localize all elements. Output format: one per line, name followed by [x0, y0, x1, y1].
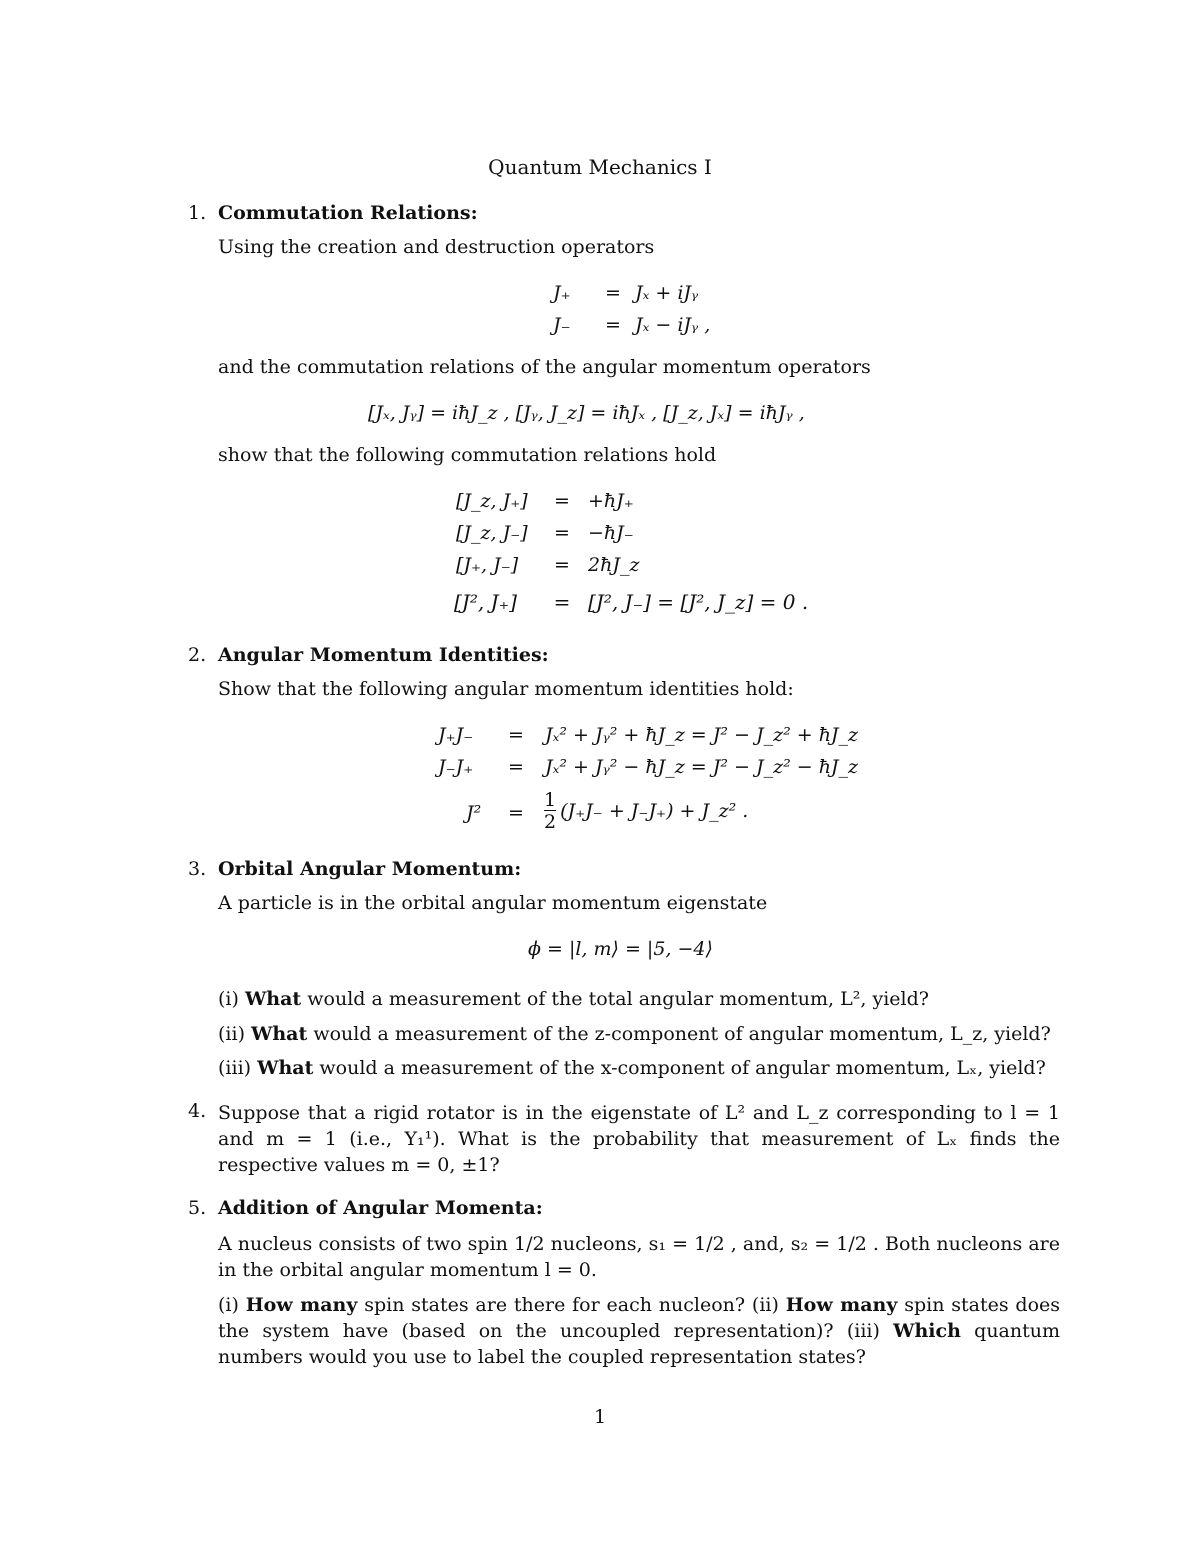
problem-number: 4.: [188, 1100, 207, 1122]
problem-paragraph: A nucleus consists of two spin 1/2 nucleons, s₁ = 1/2 , and, s₂ = 1/2 . Both nucleons are in the orbital angular momentum l = 0.: [218, 1233, 1060, 1281]
equation-lhs: [J_z, J₊]: [456, 490, 528, 512]
fraction: [544, 790, 556, 832]
equation-row: [188, 590, 1068, 620]
problem-number: 5.: [188, 1197, 207, 1219]
equation-lhs: J²: [466, 802, 482, 824]
question-i: [218, 988, 929, 1010]
question-label: (ii): [751, 1294, 779, 1316]
question-text: quantum numbers would you use to label the coupled representation states?: [218, 1320, 1061, 1368]
equation-rhs: Jₓ + iJᵧ: [635, 282, 699, 304]
equation-operator: =: [508, 756, 524, 778]
equation-rhs: Jₓ² + Jᵧ² − ħJ_z = J² − J_z² − ħJ_z: [545, 756, 859, 778]
equation-lhs: J₋: [553, 314, 571, 336]
problem-3: [188, 858, 1068, 1088]
equation-operator: =: [605, 282, 621, 304]
problem-intro: Show that the following angular momentum identities hold:: [218, 678, 794, 700]
equation-rhs: [540, 790, 748, 832]
equation-rhs-text: (J₊J₋ + J₋J₊) + J_z² .: [560, 800, 749, 822]
problem-text: and the commutation relations of the angular momentum operators: [218, 356, 871, 378]
equation-operator: =: [508, 802, 524, 824]
equation-rhs: 2ħJ_z: [588, 554, 640, 576]
question-text: spin states does the system have (based on the uncoupled representation)?: [218, 1294, 1061, 1342]
equation-rhs: +ħJ₊: [588, 490, 634, 512]
fraction-denominator: 2: [544, 811, 557, 833]
equation-lhs: J₊J₋: [438, 724, 474, 746]
question-lead: How many: [245, 1294, 358, 1316]
eigenstate-equation: ϕ = |l, m⟩ = |5, −4⟩: [528, 938, 713, 960]
equation-row: [188, 756, 1068, 782]
equation-operator: =: [553, 590, 571, 614]
question-label: (iii): [218, 1057, 252, 1079]
problem-text: Suppose that a rigid rotator is in the eigenstate of L² and L_z corresponding to l = 1 and m = 1 (i.e., Y₁¹). What is the probability that measurement of Lₓ finds the respective values m = 0, ±1?: [218, 1102, 1060, 1176]
problem-intro: A particle is in the orbital angular momentum eigenstate: [218, 892, 768, 914]
problem-number: 2.: [188, 644, 207, 666]
equation-operator: =: [508, 724, 524, 746]
question-ii: [218, 1023, 1051, 1045]
equation-row: [188, 724, 1068, 750]
equation-lhs: J₊: [553, 282, 571, 304]
question-label: (i): [218, 1294, 239, 1316]
equation-row: [188, 314, 1068, 340]
question-text: spin states are there for each nucleon?: [364, 1294, 746, 1316]
equation-row: [188, 282, 1068, 308]
question-label: (i): [218, 988, 239, 1010]
page-number: 1: [593, 1406, 607, 1428]
problem-heading: Addition of Angular Momenta:: [218, 1197, 543, 1219]
fraction-numerator: 1: [544, 789, 557, 811]
equation-operator: =: [554, 490, 570, 512]
problem-intro: Using the creation and destruction operators: [218, 236, 655, 258]
commutation-equation: [Jₓ, Jᵧ] = iħJ_z , [Jᵧ, J_z] = iħJₓ , [J_z, Jₓ] = iħJᵧ ,: [368, 402, 805, 424]
problem-heading: Orbital Angular Momentum:: [218, 858, 522, 880]
problem-1: [188, 202, 1068, 622]
equation-operator: =: [605, 314, 621, 336]
question-text: would a measurement of the z-component of angular momentum, L_z, yield?: [313, 1023, 1051, 1045]
equation-rhs: Jₓ − iJᵧ ,: [635, 314, 711, 336]
problem-2: [188, 644, 1068, 844]
problem-number: 3.: [188, 858, 207, 880]
equation-row: [188, 490, 1068, 516]
question-lead: What: [257, 1057, 314, 1079]
problem-text: show that the following commutation relations hold: [218, 444, 717, 466]
equation-row: [188, 790, 1068, 838]
question-text: would a measurement of the total angular momentum, L², yield?: [307, 988, 929, 1010]
problem-5: [188, 1197, 1068, 1377]
problem-number: 1.: [188, 202, 207, 224]
question-lead: What: [244, 988, 302, 1010]
equation-rhs: Jₓ² + Jᵧ² + ħJ_z = J² − J_z² + ħJ_z: [545, 724, 859, 746]
equation-lhs: [J_z, J₋]: [456, 522, 528, 544]
question-lead: What: [251, 1023, 308, 1045]
question-lead: How many: [785, 1294, 898, 1316]
problem-heading: Commutation Relations:: [218, 202, 478, 224]
equation-rhs: −ħJ₋: [588, 522, 634, 544]
question-label: (iii): [846, 1320, 880, 1342]
question-label: (ii): [218, 1023, 245, 1045]
equation-rhs: [J², J₋] = [J², J_z] = 0 .: [588, 590, 809, 614]
problem-heading: Angular Momentum Identities:: [218, 644, 549, 666]
equation-row: [188, 554, 1068, 580]
equation-lhs: J₋J₊: [438, 756, 474, 778]
question-iii: [218, 1057, 1046, 1079]
question-text: would a measurement of the x-component of angular momentum, Lₓ, yield?: [319, 1057, 1046, 1079]
equation-lhs: [J₊, J₋]: [456, 554, 519, 576]
problem-questions: [218, 1292, 1060, 1370]
question-lead: Which: [893, 1320, 961, 1342]
equation-row: [188, 522, 1068, 548]
equation-operator: =: [554, 554, 570, 576]
equation-operator: =: [554, 522, 570, 544]
equation-lhs: [J², J₊]: [454, 590, 517, 614]
page-title: Quantum Mechanics I: [488, 155, 712, 179]
problem-4: [188, 1100, 1068, 1180]
